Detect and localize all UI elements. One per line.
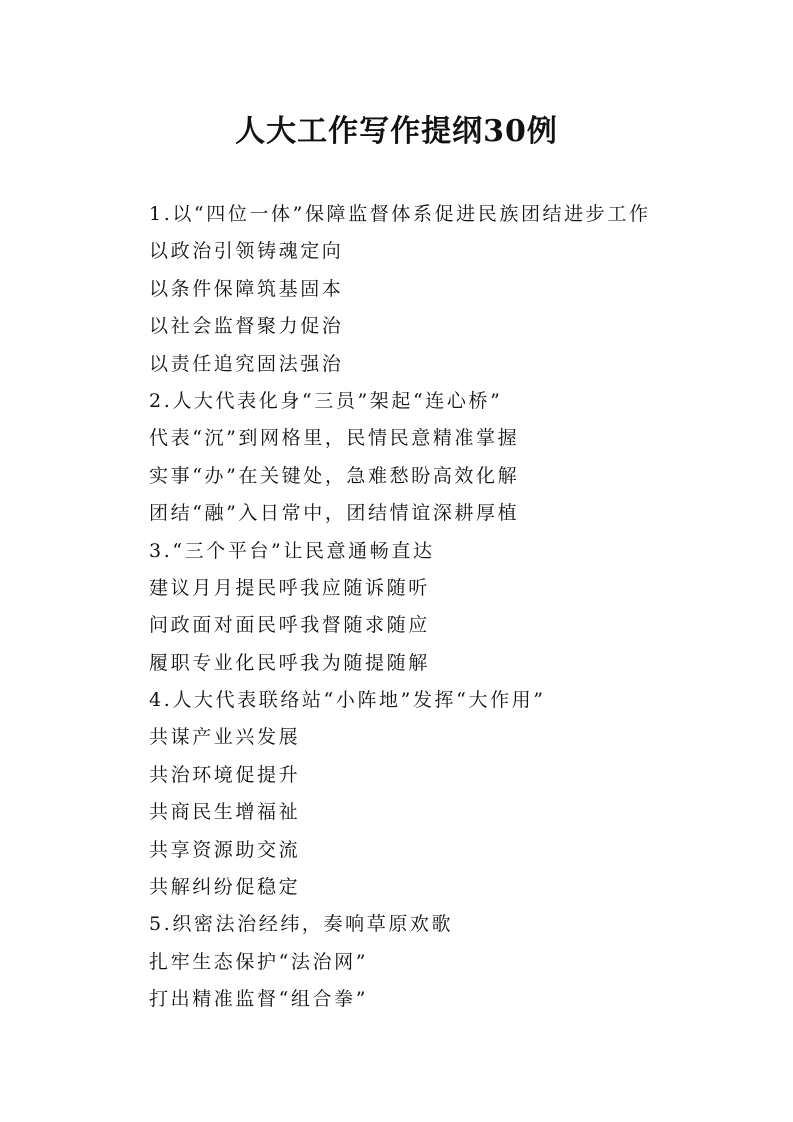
body-line: 以责任追究固法强治	[149, 352, 344, 375]
body-line: 共治环境促提升	[149, 763, 301, 786]
body-line: 共谋产业兴发展	[149, 726, 301, 749]
body-line: 建议月月提民呼我应随诉随听	[149, 576, 430, 599]
heading-3: 3.“三个平台”让民意通畅直达	[149, 539, 435, 562]
document-body	[149, 196, 749, 1019]
body-line: 实事“办”在关键处，急难愁盼高效化解	[149, 464, 520, 487]
body-line: 问政面对面民呼我督随求随应	[149, 614, 430, 637]
heading-4: 4.人大代表联络站“小阵地”发挥“大作用”	[149, 689, 546, 712]
body-line: 共解纠纷促稳定	[149, 876, 301, 899]
body-line: 以政治引领铸魂定向	[149, 240, 344, 263]
heading-1: 1.以“四位一体”保障监督体系促进民族团结进步工作	[149, 203, 651, 225]
body-line: 履职专业化民呼我为随提随解	[149, 651, 430, 674]
body-line: 共享资源助交流	[149, 838, 301, 861]
body-line: 扎牢生态保护“法治网”	[149, 950, 369, 973]
body-line: 以条件保障筑基固本	[149, 277, 344, 300]
body-line: 代表“沉”到网格里，民情民意精准掌握	[149, 427, 520, 450]
body-line: 团结“融”入日常中，团结情谊深耕厚植	[149, 502, 520, 525]
body-line: 以社会监督聚力促治	[149, 315, 344, 338]
document-title: 人大工作写作提纲30例	[235, 114, 558, 149]
body-line: 打出精准监督“组合拳”	[149, 988, 369, 1011]
heading-5: 5.织密法治经纬，奏响草原欢歌	[149, 913, 454, 936]
body-line: 共商民生增福祉	[149, 801, 301, 824]
heading-2: 2.人大代表化身“三员”架起“连心桥”	[149, 389, 503, 412]
